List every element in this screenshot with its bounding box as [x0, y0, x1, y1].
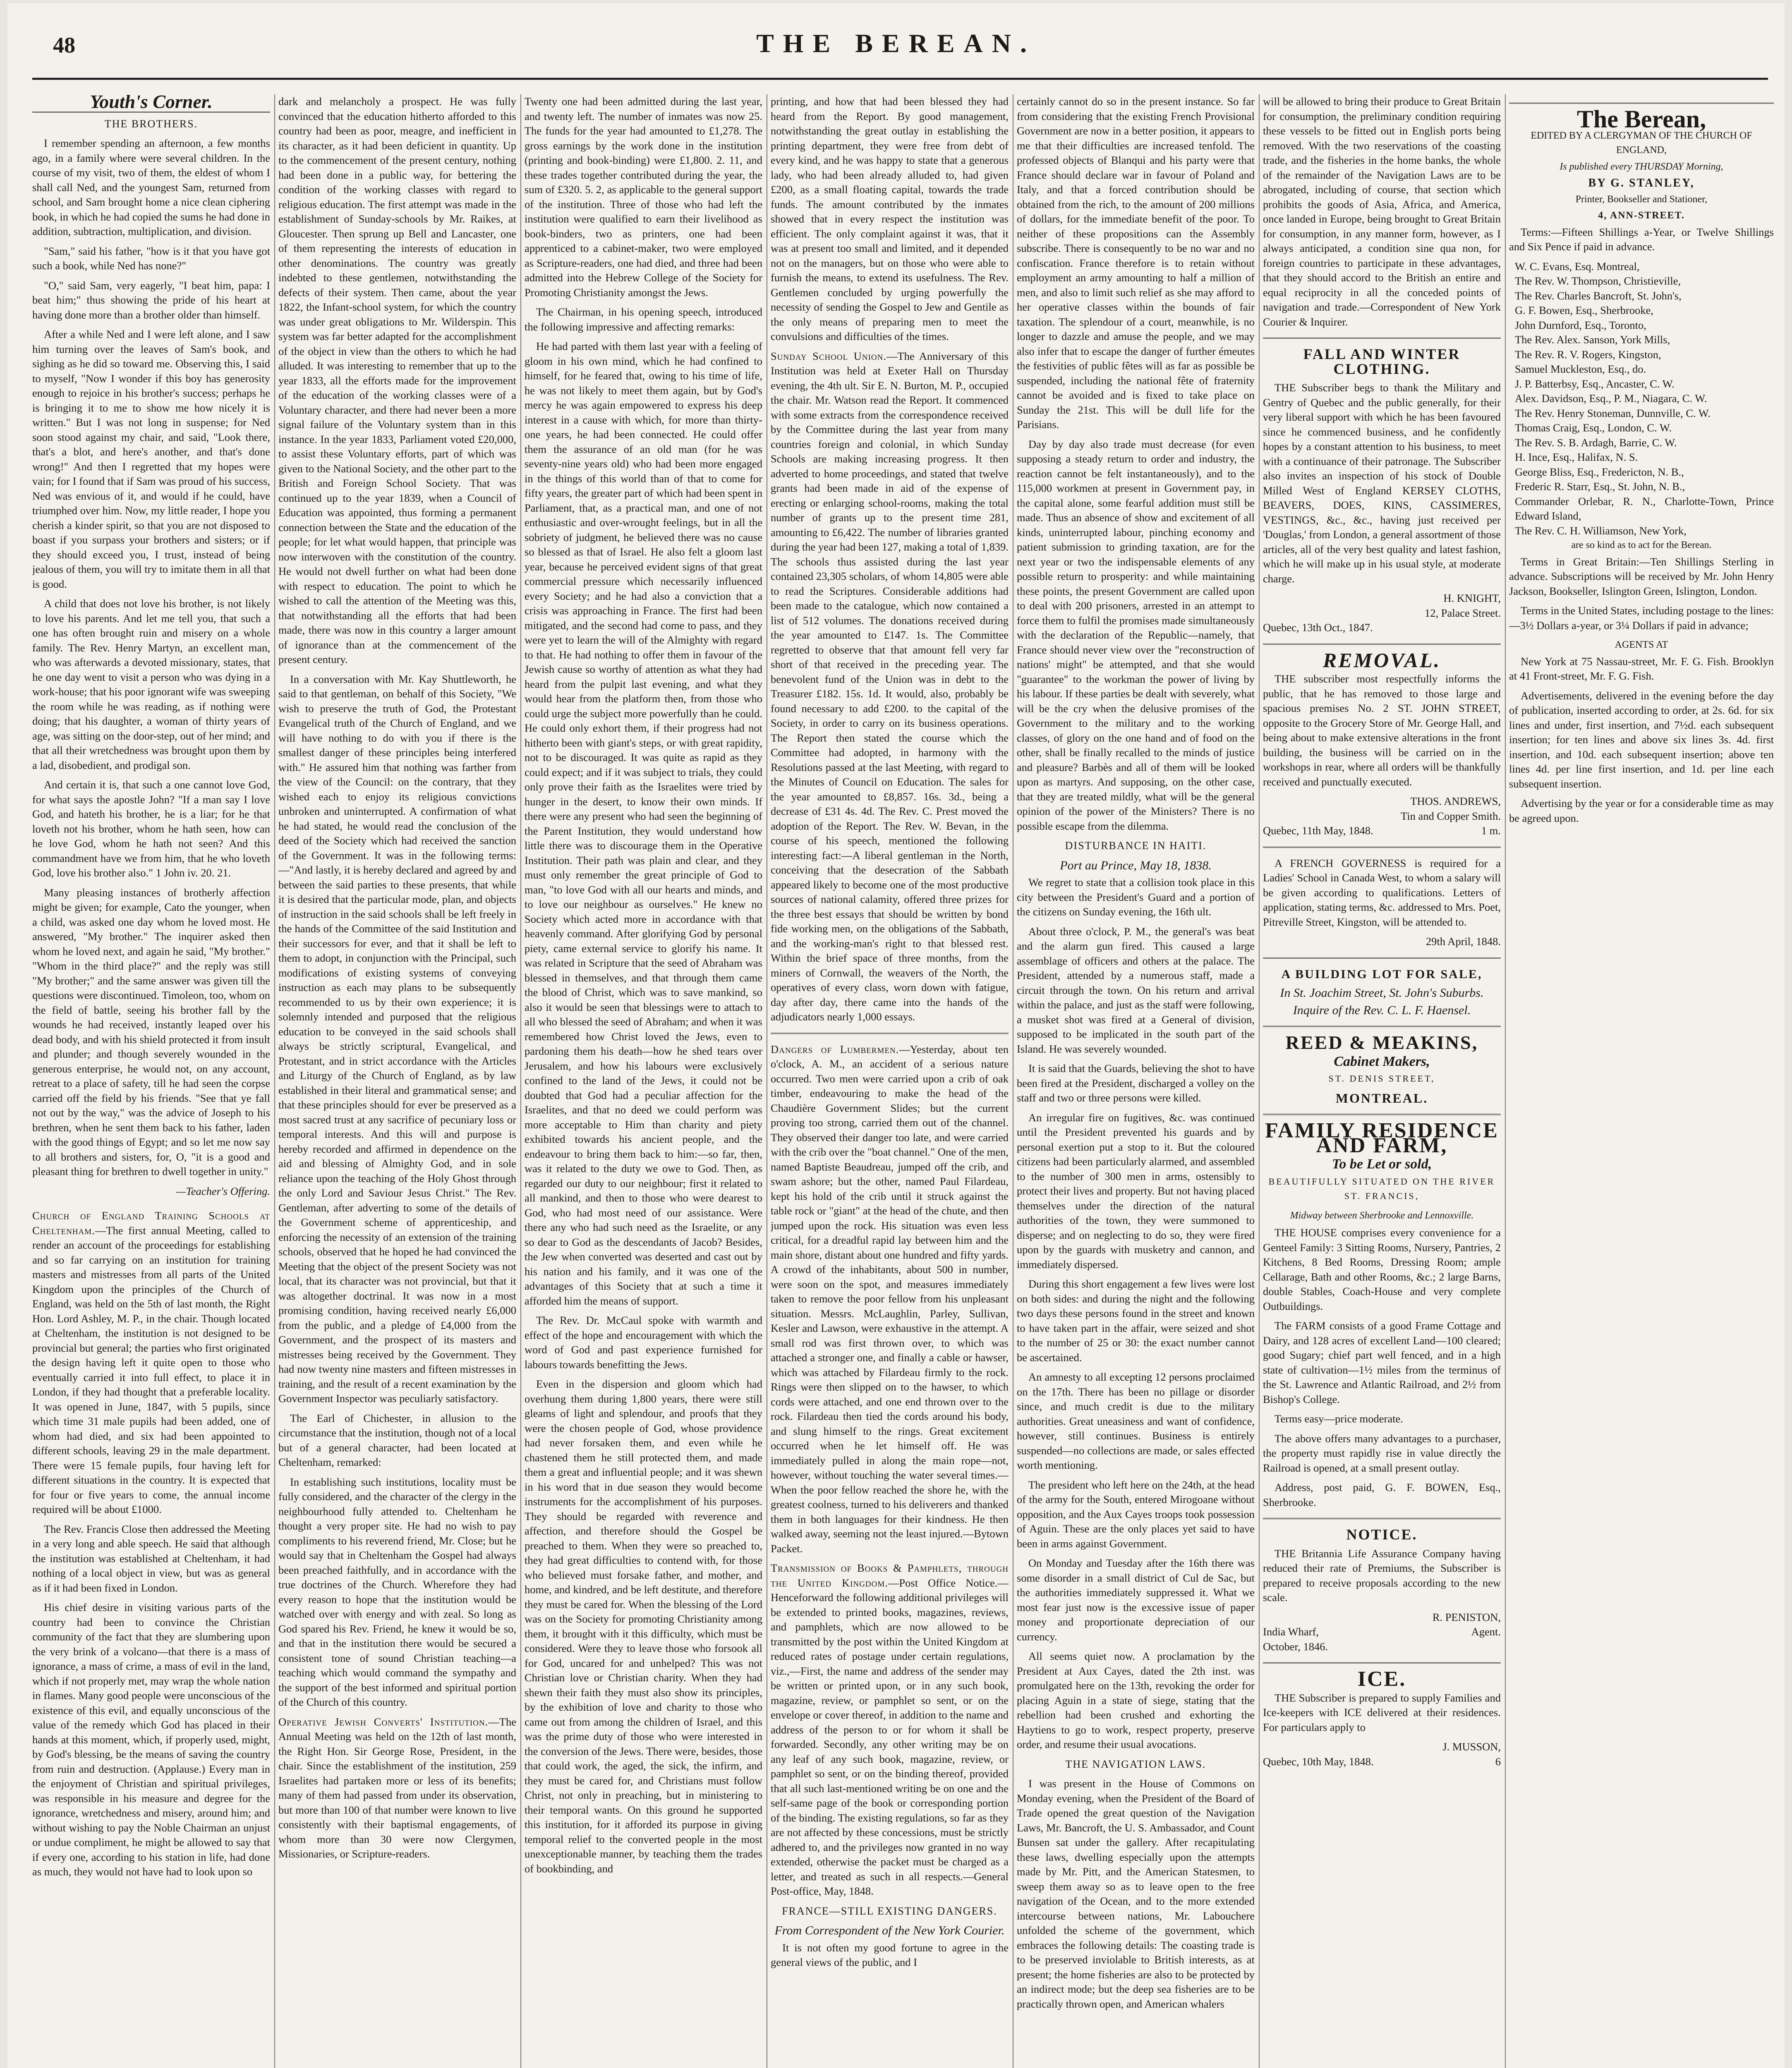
paragraph: All seems quiet now. A proclamation by the President at Aux Cayes, dated the 2th inst. was promulgated here on the 13th, revoking the order for placing Aguin in a state of siege, stating that the rebellion had been crushed and exhorting the Haytiens to go to work, respect property, preserve order, and resume their usual avocations. [1017, 1650, 1255, 1750]
imprint-edited: EDITED BY A CLERGYMAN OF THE CHURCH OF ENGLAND, [1531, 130, 1752, 156]
agent-item: The Rev. Charles Bancroft, St. John's, [1515, 289, 1682, 302]
agent-item: G. F. Bowen, Esq., Sherbrooke, [1515, 304, 1653, 316]
agent-list [1509, 259, 1774, 539]
paragraph: About three o'clock, P. M., the general's was beat and the alarm gun fired. This caused a large assemblage of officers and others at the palace. The President, attended by a numerous staff, made a circuit through the town. On his return and arrival within the palace, and just as the staff were following, a musket shot was fired at a General of division, supposed to be implicated in the south part of the Island. He was severely wounded. [1017, 925, 1255, 1055]
paragraph: A child that does not love his brother, is not likely to love his parents. And let me tell you, that such a one has often brought ruin and misery on a whole family. The Rev. Henry Martyn, an excellent man, who was afterwards a devoted missionary, states, that he one day went to visit a person who was dying in a work-house; that his poor ignorant wife was sweeping the room while he was reading, as if nothing were doing; that his daughter, a woman of thirty years of age, was sitting on the door-step, out of her mind; and that all their wretchedness was brought upon them by a lad, disobedient, and prodigal son. [32, 597, 270, 771]
paragraph: During this short engagement a few lives were lost on both sides: and during the night and the following two days these persons found in the street and known to have taken part in the affair, were seized and shot to the number of 25 or 30: the exact number cannot be ascertained. [1017, 1278, 1255, 1364]
advertisement-clothing [1263, 347, 1501, 635]
ad-text: In St. Joachim Street, St. John's Suburbs. [1280, 986, 1484, 1000]
agent-item: Frederic R. Starr, Esq., St. John, N. B., [1515, 480, 1685, 493]
advertisement-governess [1263, 856, 1501, 949]
ad-text: THE HOUSE comprises every convenience for a Genteel Family: 3 Sitting Rooms, Nursery, Pantries, 2 Kitchens, 8 Bed Rooms, Dressing Room; ample Cellarage, Bath and other Rooms, &c.; 2 large Barns, double Stables, Coach-House and very complete Outbuildings. [1263, 1226, 1501, 1312]
article-title: Church of England Training Schools at Cheltenham. [32, 1209, 270, 1237]
ad-signature: J. MUSSON, [1442, 1740, 1501, 1753]
paragraph: And certain it is, that such a one cannot love God, for what says the apostle John? "If a man say I love God, and hateth his brother, he is a liar; for he that loveth not his brother, whom he hath seen, how can he love God, whom he hath not seen? And this commandment have we from him, that he who loveth God, love his brother also." 1 John iv. 20. 21. [32, 778, 270, 879]
column-3 [525, 94, 762, 2068]
column-6 [1263, 94, 1501, 2068]
paragraph: An irregular fire on fugitives, &c. was continued until the President prevented his guards and by personal exertion put a stop to it. But the coloured citizens had been particularly alarmed, and assembled to the number of 300 men in arms, ostensibly to protect their lives and property. But not having placed themselves under the direction of the natural authorities of the town, they were summoned to disperse; and on neglecting to do so, they were fired upon by the guards with musketry and cannon, and immediately dispersed. [1017, 1111, 1255, 1271]
agent-item: W. C. Evans, Esq. Montreal, [1515, 260, 1640, 273]
article-paragraph [32, 1209, 270, 1517]
advertising-rates: Advertisements, delivered in the evening before the day of publication, inserted according to order, at 2s. 6d. for six lines and under, first insertion, and 7½d. each subsequent insertion; for ten lines and above six lines 3s. 4d. first insertion, and 10d. each subsequent insertion; above ten lines 4d. per line first insertion, and 1d. per line each subsequent insertion. [1509, 689, 1774, 790]
advertisement-notice [1263, 1527, 1501, 1654]
ad-date-line [1263, 1754, 1501, 1769]
ad-text: THE Subscriber begs to thank the Military and Gentry of Quebec and the public generally, for their very liberal support with which he has been favoured since he commenced business, and he confidently hopes by a constant attention to his business, to meet with a continuance of their patronage. The Subscriber also invites an inspection of his stock of Double Milled West of England KERSEY CLOTHS, BEAVERS, DOES, KINS, CASSIMERES, VESTINGS, &c., &c., having just received per 'Douglas,' from London, a general assortment of those articles, all of the very best quality and latest fashion, which he will make up in his usual style, at moderate charge. [1263, 381, 1501, 585]
advertisement-family-residence [1263, 1119, 1501, 1510]
newspaper-page [7, 3, 1785, 2068]
paragraph: Even in the dispersion and gloom which had overhung them during 1,800 years, there were still gleams of light and splendour, and proofs that they were the chosen people of God, whose providence had never forsaken them, and even while he chastened them he still protected them, and made them a great and influential people; and it was shewn in his word that in due season they would become instruments for the accomplishment of his purposes. They should be regarded with reverence and affection, and therefore should the Gospel be preached to them. When they were so preached to, they had great difficulties to contend with, for those who believed must forsake father, and mother, and home, and kindred, and be left destitute, and therefore they must be cared for. When the blessing of the Lord was on the Society for promoting Christianity among them, it brought with it this difficulty, which must be considered. Were they to leave those who forsook all for God, uncared for and unhelped? This was not Christian love or Christian charity. When they had shewn their faith they must also show its principles, by the exhibition of love and charity to those who came out from among the children of Israel, and this was the prime duty of those who were interested in the conversion of the Jews. There were, besides, those that could work, the aged, the sick, the infirm, and they must be cared for, and Christians must follow Christ, not only in preaching, but in ministering to their temporal wants. On this ground he supported this institution, for it afforded its purpose in giving temporal relief to the converted people in the most unexceptionable manner, by teaching them the trades of bookbinding, and [525, 1378, 762, 1875]
agents-at-heading: AGENTS AT [1615, 639, 1668, 650]
ad-inquire: Inquire of the Rev. C. L. F. Haensel. [1293, 1003, 1471, 1017]
ad-text: THE Britannia Life Assurance Company having reduced their rate of Premiums, the Subscriber is prepared to receive proposals according to the new scale. [1263, 1547, 1501, 1604]
terms-great-britain: Terms in Great Britain:—Ten Shillings Sterling in advance. Subscriptions will be received by Mr. John Henry Jackson, Bookseller, Islington Green, Islington, London. [1509, 555, 1774, 597]
ad-city: MONTREAL. [1335, 1090, 1428, 1106]
imprint-publisher: BY G. STANLEY, [1588, 177, 1695, 189]
ad-text: Terms easy—price moderate. [1275, 1412, 1403, 1425]
imprint-trade: Printer, Bookseller and Stationer, [1575, 194, 1708, 205]
ad-subheading: Cabinet Makers, [1334, 1053, 1430, 1069]
divider [1263, 1518, 1501, 1519]
paragraph: On Monday and Tuesday after the 16th there was some disorder in a small district of Cul de Sac, but the authorities immediately suppressed it. What we most fear just now is the excessive issue of paper money and proportionate depreciation of our currency. [1017, 1557, 1255, 1643]
column-2 [278, 94, 516, 2068]
agent-item: John Durnford, Esq., Toronto, [1515, 318, 1646, 331]
article-title: Sunday School Union. [771, 349, 886, 362]
paragraph: His chief desire in visiting various parts of the country had been to convince the Christian community of the fact that they are slumbering upon the very brink of a volcano—that there is a mass of ignorance, a mass of crime, a mass of evil in the land, which if not properly met, may wrap the whole nation in flames. Many good people were unconscious of the existence of this evil, and equally unconscious of the value of the remedy which God has placed in their hands at this moment, which, if properly used, might, by God's blessing, be the means of saving the country from ruin and destruction. (Applause.) Every man in the enjoyment of Christian and spiritual privileges, was responsible in his measure and degree for the ignorance, wretchedness and misery, around him; and without wishing to pay the Noble Chairman an unjust or undue compliment, he might be allowed to say that if every one, according to his station in life, had done as much, they would not have had to look upon so [32, 1601, 270, 1878]
ad-date: October, 1846. [1263, 1640, 1328, 1653]
article-paragraph [771, 349, 1009, 1024]
advertisement-removal [1263, 648, 1501, 838]
divider [1263, 847, 1501, 848]
paragraph: Day by day also trade must decrease (for even supposing a steady return to order and industry, the reaction cannot be felt instantaneously), and to the 115,000 workmen at present in Government pay, in the capital alone, some fearful addition must still be made. Thus an absence of show and excitement of all kinds, uninterrupted labour, pinching economy and patient submission to grinding taxation, are for the next year or two the indispensable elements of any possible return to prosperity: and while maintaining these points, the present Government are called upon to deal with 200 prisoners, arrested in an attempt to force them to fulfil the promises made simultaneously with the declaration of the Republic—namely, that France should never view over the "reconstruction of nations' might" be attempted, and that she would "guarantee" to the workman the power of living by his labour. If these parties be dealt with severely, what will be the cry when the delusive promises of the Government to the military and to the working classes, of glory on the one hand and of food on the other, shall be finally recalled to the minds of justice and pleasure? Barbès and all of them will be looked upon as martyrs. And supposing, on the other case, that they are treated mildly, what will be the general opinion of the power of the Ministers? There is no possible escape from the dilemma. [1017, 438, 1255, 832]
column-rule [274, 94, 275, 2068]
ad-trade: Tin and Copper Smith. [1401, 809, 1501, 822]
article-title: FRANCE—STILL EXISTING DANGERS. [782, 1905, 997, 1917]
agent-item: The Rev. Alex. Sanson, York Mills, [1515, 333, 1670, 346]
imprint-published: Is published every THURSDAY Morning, [1560, 161, 1723, 172]
ad-address: ST. DENIS STREET, [1328, 1073, 1435, 1084]
paragraph: I was present in the House of Commons on Monday evening, when the President of the Board of Trade opened the great question of the Navigation Laws, Mr. Bancroft, the U. S. Ambassador, and Count Bunsen sat under the gallery. After recapitulating these laws, dwelling especially upon the attempts made by Mr. Pitt, and the American Statesmen, to sweep them away so as to leave open to the free navigation of the Ocean, and to the more extended intercourse between nations, Mr. Labouchere unfolded the scheme of the government, which embraces the following details: The coasting trade is to be preserved inviolable to British interests, as at present; the home fisheries are also to be protected by an indirect mode; but the deep sea fisheries are to be practically thrown open, and American whalers [1017, 1777, 1255, 2010]
article-dateline: Port au Prince, May 18, 1838. [1060, 858, 1212, 872]
ad-text: Address, post paid, G. F. BOWEN, Esq., Sherbrooke. [1263, 1481, 1501, 1508]
ad-address-line [1263, 1625, 1501, 1640]
agents-note: are so kind as to act for the Berean. [1571, 540, 1712, 551]
agent-item: George Bliss, Esq., Fredericton, N. B., [1515, 465, 1684, 478]
agent-item: Samuel Muckleston, Esq., do. [1515, 363, 1646, 375]
agent-item: Alex. Davidson, Esq., P. M., Niagara, C. W. [1515, 392, 1707, 405]
ad-heading: REED & MEAKINS, [1285, 1032, 1478, 1053]
ad-role: Agent. [1471, 1625, 1501, 1638]
paragraph: dark and melancholy a prospect. He was fully convinced that the education hitherto afforded to this country had been as poor, meagre, and inefficient in its character, as it had been deficient in quantity. Up to the commencement of the present century, nothing had been done in a public way, for bettering the condition of the working classes with regard to religious education. The first attempt was made in the establishment of Sunday-schools by Mr. Raikes, at Gloucester. Then sprung up Bell and Lancaster, one of them representing the interests of education in other denominations. The country was greatly indebted to these gentlemen, notwithstanding the defects of their system. Then came, about the year 1822, the Infant-school system, for which the country was under great obligations to Mr. Wilderspin. This system was far better adapted for the accomplishment of the object in view than the others to which he had alluded. It was interesting to remember that up to the year 1833, all the efforts made for the improvement of the education of the working classes were of a Voluntary character, and there had never been a more signal failure of the Voluntary system than in this instance. In the year 1833, Parliament voted £20,000, to assist these Voluntary efforts, part of which was given to the National Society, and the other part to the British and Foreign School Society. That was continued up to the year 1839, when a Council of Education was appointed, thus forming a permanent connection between the State and the education of the people; for let what would happen, that principle was now interwoven with the constitution of the country. He would not dwell further on what had been done with respect to education. The point to which he wished to call the attention of the Meeting was this, that notwithstanding all the efforts that had been made, there was now in this country a larger amount of ignorance than at the commencement of the present century. [278, 95, 516, 665]
paragraph: It is not often my good fortune to agree in the general views of the public, and I [771, 1941, 1009, 1968]
ad-date [1263, 823, 1501, 838]
ad-text: A FRENCH GOVERNESS is required for a Ladies' School in Canada West, to whom a salary will be given according to qualifications. Letters of application, stating terms, &c. addressed to Mrs. Poet, Pitreville Street, Kingston, will be attended to. [1263, 857, 1501, 928]
column-4 [771, 94, 1009, 2068]
ad-heading: REMOVAL. [1322, 648, 1441, 672]
ad-address: India Wharf, [1263, 1625, 1319, 1638]
article-text: —The Annual Meeting was held on the 12th of last month, the Right Hon. Sir George Rose, President, in the chair. Since the establishment of the institution, 259 Israelites had partaken more or less of its benefits; many of them had passed from under its observation, but more than 100 of that number were known to live consistently with their baptismal engagements, of whom more than 30 were now Clergymen, Missionaries, or Scripture-readers. [278, 1715, 516, 1860]
paragraph: Twenty one had been admitted during the last year, and twenty left. The number of inmates was now 25. The funds for the year had amounted to £1,278. The gross earnings by the work done in the institution (printing and book-binding) were £1,800. 2. 11, and these trades together contributed during the year, the sum of £320. 5. 2, as applicable to the general support of the institution. Three of those who had left the institution were qualified to earn their livelihood as book-binders, two as printers, one had been apprenticed to a cabinet-maker, two were employed as Scripture-readers, one had died, and three had been admitted into the Hebrew College of the Society for Promoting Christianity amongst the Jews. [525, 95, 762, 299]
agent-item: The Rev. W. Thompson, Christieville, [1515, 275, 1681, 287]
ad-text: The above offers many advantages to a purchaser, the property must rapidly rise in value directly the Railroad is opened, at a small present outlay. [1263, 1432, 1501, 1474]
paragraph: "Sam," said his father, "how is it that you have got such a book, while Ned has none?" [32, 244, 270, 272]
article-title: Dangers of Lumbermen. [771, 1043, 899, 1056]
agent-item: Commander Orlebar, R. N., Charlotte-Town, Prince Edward Island, [1515, 495, 1774, 522]
article-text: —The first annual Meeting, called to render an account of the proceedings for establishing and so far carrying on an institution for training masters and mistresses from all parts of the United Kingdom upon the principles of the Church of England, was held on the 5th of last month, the Right Hon. Lord Ashley, M. P., in the chair. Though located at Cheltenham, the institution is not designed to be provincial but general; the parties who first originated the design having left it quite open to those who eventually carried it into full effect, to place it in London, if they had thought that a preferable locality. It was opened in June, 1847, with 5 pupils, since which time 31 male pupils had been added, one of whom had died, and six had been appointed to different schools, leaving 29 in the male department. There were 15 female pupils, four having left for different situations in the country. It is expected that for four or five years to come, the annual income required will be about £1000. [32, 1224, 270, 1515]
ad-heading: A BUILDING LOT FOR SALE, [1281, 967, 1483, 981]
column-1 [32, 94, 270, 2068]
agent-item: J. P. Batterbsy, Esq., Ancaster, C. W. [1515, 377, 1675, 390]
ad-date-text: Quebec, 11th May, 1848. [1263, 824, 1373, 837]
paragraph: I remember spending an afternoon, a few months ago, in a family where were several children. In the course of my visit, two of them, the eldest of whom I shall call Ned, and the youngest Sam, returned from school, and Sam brought home a nice clean ciphering book, in which he had copied the sums he had done in addition, subtraction, multiplication, and division. [32, 137, 270, 237]
agent-item: The Rev. S. B. Ardagh, Barrie, C. W. [1515, 436, 1677, 449]
newspaper-title: THE BEREAN. [756, 29, 1036, 58]
agents-new-york: New York at 75 Nassau-street, Mr. F. G. Fish. Brooklyn at 41 Front-street, Mr. F. G. Fish. [1509, 655, 1774, 682]
ad-heading: FALL AND WINTER CLOTHING. [1303, 346, 1461, 377]
paragraph: The Chairman, in his opening speech, introduced the following impressive and affecting remarks: [525, 306, 762, 333]
ad-text: THE subscriber most respectfully informs the public, that he has removed to those large and spacious premises No. 2 ST. JOHN STREET, opposite to the Grocery Store of Mr. George Hall, and being about to make extensive alterations in the front building, the business will be carried on in the workshops in rear, where all orders will be thankfully received and punctually executed. [1263, 673, 1501, 788]
advertisement-ice [1263, 1667, 1501, 1769]
terms-united-states: Terms in the United States, including postage to the lines:—3½ Dollars a-year, or 3¼ Dollars if paid in advance; [1509, 604, 1774, 632]
ad-text: THE Subscriber is prepared to supply Families and Ice-keepers with ICE delivered at their residences. For particulars apply to [1263, 1691, 1501, 1733]
paragraph: In a conversation with Mr. Kay Shuttleworth, he said to that gentleman, on behalf of this Society, "We wish to preserve the truth of God, the Protestant Evangelical truth of the Church of England, and we will have nothing to do with you if there is the smallest danger of these principles being interfered with." He assured him that nothing was farther from the view of the Council: on the contrary, that they wished each to enjoy its religious convictions unbroken and uninterrupted. A confirmation of what he had stated, he would read the conclusion of the deed of the Society which had received the sanction of the Government. It was in the following terms:—"And lastly, it is hereby declared and agreed by and between the said parties to these presents, that while it is desired that the particular mode, plan, and objects of instruction in the said schools shall be left freely in the hands of the Committee of the said Institution and their successors for ever, and that it shall be left to them to adopt, in conjunction with the Principal, such modifications of existing systems of conveying instruction as each may plans to be subsequently recommended to us by their own experience; it is solemnly intended and purposed that the religious education to be conveyed in the said schools shall always be strictly scriptural, Evangelical, and Protestant, and in strict accordance with the Articles and Liturgy of the Church of England, as by law established in their literal and grammatical sense; and that these principles should for ever be preserved as a most sacred trust at any sacrifice of pecuniary loss or temporal interests. And this will and purpose is hereby recorded and affirmed in dependence on the aid and blessing of Almighty God, and in sole reliance upon the teaching of the Holy Ghost through the only Lord and Saviour Jesus Christ." The Rev. Gentleman, after adverting to some of the details of the Government scheme of apprenticeship, and enforcing the necessity of an extension of the training schools, observed that he hoped he had convinced the Meeting that the object of the present Society was not local, that its character was not provincial, but that it was altogether doctrinal. It was now in a most promising condition, having received nearly £6,000 from the public, and a pledge of £4,000 from the Government, and the prospect of its masters and mistresses being received by the Government. They had now twenty nine masters and fifteen mistresses in training, and the result of a recent examination by the Government Inspector was peculiarly satisfactory. [278, 673, 516, 1405]
agent-item: The Rev. C. H. Williamson, New York, [1515, 524, 1687, 537]
column-rule [1259, 94, 1260, 2068]
imprint-address: 4, ANN-STREET. [1598, 210, 1685, 221]
agent-item: H. Ince, Esq., Halifax, N. S. [1515, 451, 1638, 463]
page-number: 48 [53, 33, 75, 57]
article-source: From Correspondent of the New York Courier. [774, 1924, 1005, 1937]
paragraph: "O," said Sam, very eagerly, "I beat him, papa: I beat him;" thus showing the pride of his heart at having done more than a brother older than himself. [32, 279, 270, 321]
ad-heading: FAMILY RESIDENCE AND FARM, [1265, 1119, 1499, 1157]
divider [1263, 1662, 1501, 1663]
article-title: Transmission of Books & Pamphlets, through the United Kingdom. [771, 1562, 1009, 1589]
ad-subheading: To be Let or sold, [1332, 1156, 1432, 1172]
article-text: —Yesterday, about ten o'clock, A. M., an accident of a serious nature occurred. Two men were carried upon a crib of oak timber, endeavouring to make the head of the Chaudière Government Slides; but the current proving too strong, carried them out of the channel. They observed their danger too late, and were carried with the crib over the "boat channel." One of the men, named Baptiste Beaudreau, jumped off the crib, and swam ashore; but the other, named Paul Filardeau, kept his hold of the crib until it struck against the table rock or "giant" at the head of the chute, and then jumped upon the rock. His situation was even less critical, for a dreadful rapid lay between him and the main shore, distant about one hundred and fifty yards. A crowd of the inhabitants, about 500 in number, were soon on the spot, and measures immediately taken to remove the poor fellow from his unpleasant situation. Messrs. McLaughlin, Parley, Sullivan, Kesler and Lawson, were exhaustive in the attempt. A small rod was first thrown over, to which was attached a stronger one, and finally a cable or hawser, which was attached by Filardeau firmly to the rock. Rings were then slipped on to the hawser, to which cords were attached, and one end thrown over to the rock. Filardeau then tied the cords around his body, and slung himself to the rings. Great excitement occurred when he let himself off. He was immediately pulled in along the main rope—not, however, without touching the water several times.—When the poor fellow reached the shore he, with the greatest coolness, turned to his deliverers and thanked them in both languages for their kindness. He then walked away, seeming not the least injured.—Bytown Packet. [771, 1043, 1009, 1555]
section-heading: Youth's Corner. [32, 94, 270, 112]
divider [771, 1033, 1009, 1034]
ad-text: The FARM consists of a good Frame Cottage and Dairy, and 128 acres of excellent Land—100 cleared; good Sugary; chief part well fenced, and in a high state of cultivation—1½ miles from the terminus of the St. Lawrence and Atlantic Railroad, and 2½ from Bishop's College. [1263, 1319, 1501, 1405]
paragraph: The Earl of Chichester, in allusion to the circumstance that the institution, though not of a local but of a general character, had been located at Cheltenham, remarked: [278, 1412, 516, 1468]
article-paragraph [771, 1561, 1009, 1899]
paragraph: The Rev. Dr. McCaul spoke with warmth and effect of the hope and encouragement with which the word of God and past experience furnished for labours towards benefitting the Jews. [525, 1314, 762, 1371]
ad-date: Quebec, 13th Oct., 1847. [1263, 621, 1373, 634]
article-paragraph [771, 1042, 1009, 1556]
paragraph: certainly cannot do so in the present instance. So far from considering that the existing French Provisional Government are now in a better position, it appears to me that their difficulties are increased tenfold. The professed objects of Blanqui and his party were that France should declare war in favour of Poland and Italy, and that a forced contribution should be obtained from the rich, to the amount of 200 millions of dollars, for the immediate benefit of the poor. To neither of these propositions can the Assembly subscribe. There is consequently to be no war and no confiscation. France therefore is to retain without employment an army amounting to half a million of men, and also to limit such relief as she may afford to her operative classes within the bounds of fair taxation. The splendour of a court, meanwhile, is no longer to dazzle and amuse the people, and we may also infer that to escape the danger of further émeutes the festivities of public fêtes will as far as possible be suspended, including the national fête of fraternity cannot be avoided and is fixed to take place on Sunday the 21st. This will be dull life for the Parisians. [1017, 95, 1255, 431]
imprint-terms: Terms:—Fifteen Shillings a-Year, or Twelve Shillings and Six Pence if paid in advance. [1509, 225, 1774, 253]
article-title: Operative Jewish Converts' Institution. [278, 1715, 489, 1728]
article-title: DISTURBANCE IN HAITI. [1065, 840, 1207, 852]
ad-location: BEAUTIFULLY SITUATED ON THE RIVER ST. FRANCIS, [1268, 1176, 1495, 1201]
ad-date: Quebec, 10th May, 1848. [1263, 1755, 1374, 1768]
divider [1263, 1026, 1501, 1027]
ad-run: 6 [1495, 1755, 1501, 1768]
divider [1263, 644, 1501, 645]
agent-item: The Rev. Henry Stoneman, Dunnville, C. W. [1515, 407, 1711, 419]
masthead-rule [32, 78, 1768, 80]
paragraph: Many pleasing instances of brotherly affection might be given; for example, Cato the younger, when a child, was asked one day whom he loved most. He answered, "My brother." The inquirer asked then whom he loved next, and again he said, "My brother." "Whom in the third place?" and the reply was still "My brother;" and the same answer was given till the questions were discontinued. Timoleon, too, whom on the field of battle, seeing his brother fall by the wounds he had received, instantly leaped over his dead body, and with his shield protected it from insult and plunder; and though severely wounded in the generous enterprise, he would not, on any account, retreat to a place of safety, till he had seen the corpse carried off the field by his friends. "See that ye fall not out by the way," was the advice of Joseph to his brethren, when he sent them back to his father, laden with the good things of Egypt; and so let me now say to all brothers and sisters, for, O, "it is a good and pleasant thing for brethren to dwell together in unity." [32, 886, 270, 1178]
article-text: —Post Office Notice.—Henceforward the following additional privileges will be extended to printed books, magazines, reviews, and pamphlets, which are now allowed to be transmitted by the post within the United Kingdom at reduced rates of postage under certain regulations, viz.,—First, the name and address of the sender may be written or printed upon, or in any such book, magazine, review, or pamphlet so sent, or on the envelope or cover thereof, in addition to the name and address of the person to or for whom it shall be forwarded. Secondly, any other writing may be on any leaf of any such book, magazine, review, or pamphlet so sent, or on the binding thereof, provided that all such last-mentioned writing be on one and the self-same page of the book or corresponding portion of the binding. The existing regulations, so far as they are not affected by these concessions, must be strictly adhered to, and the privileges now granted in no way extended, otherwise the packet must be charged as a letter, and treated as such in all respects.—General Post-office, May, 1848. [771, 1576, 1009, 1897]
column-rule [1505, 94, 1506, 2068]
ad-address: 12, Palace Street. [1425, 606, 1501, 619]
column-7 [1509, 94, 1774, 2068]
advertising-year: Advertising by the year or for a considerable time as may be agreed upon. [1509, 797, 1774, 824]
paragraph: will be allowed to bring their produce to Great Britain for consumption, the preliminary condition requiring these vessels to be fitted out in English ports being removed. With the two reservations of the coasting trade, and the fisheries in the home banks, the whole of the remainder of the Navigation Laws are to be abrogated, including of course, that section which prohibits the goods of Asia, Africa, and America, once landed in Europe, being brought to Great Britain for consumption, in any manner form, however, as I always anticipated, a condition sine qua non, for foreign countries to participate in these advantages, that they should accord to the British an entire and equal reciprocity in all the conceded points of navigation and trade.—Correspondent of New York Courier & Inquirer. [1263, 95, 1501, 328]
masthead [7, 20, 1785, 82]
story-source: —Teacher's Offering. [176, 1185, 270, 1197]
ad-signature: THOS. ANDREWS, [1410, 795, 1501, 807]
column-rule [520, 94, 521, 2068]
paragraph: He had parted with them last year with a feeling of gloom in his own mind, which he had confined to himself, for he feared that, owing to his time of life, he was not likely to meet them again, but by God's mercy he was again empowered to express his deep interest in a cause with which, for more than thirty-one years, he had been connected. He could offer them the assurance of an old man (for he was seventy-nine years old) who had been more engaged in the things of this world than of that to come for fifty years, the greater part of which had been spent in Parliament, that, as a practical man, and one of not enthusiastic and over-wrought feelings, but in all the sobriety of judgment, he believed there was no cause so blessed as that of Israel. He also felt a gloom last year, because he perceived evident signs of that great commercial pressure which necessarily influenced every Society; and he had also a conviction that a crisis was approaching in France. The first had been mitigated, and the second had come to pass, and they were yet to learn the will of the Almighty with regard to that. He had nothing to offer them in favour of the Jewish cause so worthy of attention as what they had heard from the pulpit last evening, and what they would hear from the platform then, from those who could urge the subject more powerfully than he could. He could only exhort them, if their progress had not hitherto been with giant's steps, or with great rapidity, not to be discouraged. It was quite as rapid as they could expect; and if it was subject to trials, they could only prove their faith as the Israelites were tried by hunger in the desert, to know their own minds. If there were any present who had seen the beginning of the Parent Institution, they would understand how little there was to discourage them in the Operative Institution. Their path was plain and clear, and they must only remember the great principle of God to man, "to love God with all our hearts and minds, and to love our neighbour as ourselves." He knew no Society which acted more in accordance with that heavenly command. After glorifying God by personal piety, came external service to glorify his name. It was related in Scripture that the seed of Abraham was blessed in themselves, and that through them came the blood of Christ, which was to save mankind, so also it would be seen that blessings were to attach to all who blessed the seed of Abraham; and when it was remembered how Christ loved the Jews, even to pardoning them his death—how he shed tears over Jerusalem, and how his labours were exclusively confined to the land of the Jews, it could not be doubted that God had a peculiar affection for the Israelites, and that no deed we could perform was more acceptable to Him than charity and piety exhibited towards his ancient people, and the endeavour to bring them back to him:—so far, then, was it related to the duty we owe to God. Then, as regarded our duty to our neighbour; first it related to all mankind, and then to those who were dearest to God, who had most need of our assistance. Were there any who had such need as the Israelite, or any so dear to God as the descendants of Jacob? Besides, the Jew when converted was deserted and cast out by his nation and his family, and it was one of the advantages of this Society that at such a time it afforded him the means of support. [525, 340, 762, 1307]
paragraph: An amnesty to all excepting 12 persons proclaimed on the 17th. There has been no pillage or disorder since, and much credit is due to the military authorities. Great uneasiness and want of confidence, however, still continues. Business is entirely suspended—no collections are made, or sales effected worth mentioning. [1017, 1371, 1255, 1471]
article-paragraph [278, 1715, 516, 1862]
ad-run: 1 m. [1481, 824, 1501, 837]
ad-heading: NOTICE. [1346, 1526, 1418, 1543]
agent-item: The Rev. R. V. Rogers, Kingston, [1515, 348, 1661, 361]
story-title: THE BROTHERS. [104, 117, 198, 130]
ad-signature: R. PENISTON, [1432, 1611, 1501, 1623]
divider [1509, 103, 1774, 104]
paragraph: We regret to state that a collision took place in this city between the President's Guard and a portion of the citizens on Sunday evening, the 16th ult. [1017, 876, 1255, 918]
paragraph: In establishing such institutions, locality must be fully considered, and the character of the clergy in the neighbourhood fully attended to. Cheltenham he thought a very proper site. He had no wish to pay compliments to his reverend friend, Mr. Close; but he would say that in Cheltenham the Gospel had always been preached faithfully, and in accordance with the true doctrines of the Church. Wherefore they had every reason to hope that the institution would be watched over with energy and with zeal. So long as God spared his Rev. Friend, he knew it would be so, and that in the institution there would be secured a consistent tone of sound Christian teaching—a teaching which would command the sympathy and the support of the best informed and spiritual portion of the Church of this country. [278, 1475, 516, 1708]
divider [1263, 957, 1501, 959]
divider [1263, 1114, 1501, 1115]
agent-item: Thomas Craig, Esq., London, C. W. [1515, 421, 1672, 434]
article-text: —The Anniversary of this Institution was held at Exeter Hall on Thursday evening, the 4th ult. Sir E. N. Burton, M. P., occupied the chair. Mr. Watson read the Report. It commenced with some extracts from the correspondence received by the Committee during the last year from many countries foreign and colonial, in which Sunday Schools are making increasing progress. It then adverted to home proceedings, and stated that twelve grants had been made in aid of the expense of erecting or enlarging school-rooms, making the total number of grants up to the present time 281, amounting to £6,422. The number of libraries granted during the year had been 127, making a total of 1,839. The schools thus assisted during the last year contained 23,305 scholars, of whom 14,805 were able to read the Scriptures. Considerable additions had been made to the catalogue, which now contained a list of 512 volumes. The donations received during the year amounted to £147. 1s. The Committee regretted to observe that that amount fell very far short of that received in the preceding year. The benevolent fund of the Union was in debt to the Treasurer £182. 15s. 1d. It would, also, probably be found necessary to add £200. to the capital of the Society, in order to carry on its business operations. The Report then stated the course which the Committee had adopted, in harmony with the Resolutions passed at the last Meeting, with regard to the Minutes of Council on Education. The sales for the year amounted to £8,857. 16s. 3d., being a decrease of £31 4s. 4d. The Rev. C. Prest moved the adoption of the Report. The Rev. W. Bevan, in the course of his speech, mentioned the following interesting fact:—A liberal gentleman in the North, conceiving that the desecration of the Sabbath appeared likely to become one of the most productive sources of national calamity, offered three prizes for the three best essays that should be written by bond fide working men, on the obligations of the Sabbath, and the working-man's right to that blessed rest. Within the brief space of three months, from the miners of Cornwall, the weavers of the North, the operatives of every class, worn down with fatigue, day after day, there came into the hands of the adjudicators nearly 1,000 essays. [771, 349, 1009, 1023]
advertisement-building-lot [1263, 967, 1501, 1018]
paragraph: After a while Ned and I were left alone, and I saw him turning over the leaves of Sam's book, and sighing as he did so toward me. Observing this, I said to myself, "Now I wonder if this boy has generosity enough to rejoice in his brother's success; perhaps he is bringing it to me to show me how nicely it is written." But I was not long in suspense; for Ned soon stood against my chair, and said, "Look there, that's a blot, and here's another, and that's done wrong!" And then I regretted that my hopes were vain; for I found that if Sam was proud of his success, Ned was envious of it, and would if he could, have triumphed over him. Now, my little reader, I hope you cherish a kinder spirit, so that you are not disposed to boast if you surpass your brothers and sisters; or if they should exceed you, I trust, instead of being jealous of them, you will try to imitate them in all that is good. [32, 328, 270, 590]
ad-location-detail: Midway between Sherbrooke and Lennoxville. [1290, 1210, 1474, 1221]
paragraph: The Rev. Francis Close then addressed the Meeting in a very long and able speech. He said that although the institution was established at Cheltenham, it had nothing of a local object in view, but was as general as if it had been fixed in London. [32, 1522, 270, 1594]
paragraph: printing, and how that had been blessed they had heard from the Report. By good management, notwithstanding the great outlay in establishing the printing department, they were free from debt of every kind, and he was happy to state that a generous lady, who had been already alluded to, had given £200, as a small floating capital, towards the trade funds. The amount contributed by the inmates showed that in every respect the institution was efficient. The only complaint against it was, that it was at present too small and limited, and it depended not on the managers, but on those who were able to furnish the means, to extend its usefulness. The Rev. Gentlemen concluded by urging powerfully the necessity of sending the Gospel to Jew and Gentile as the only means of preparing men to meet the convulsions and difficulties of the times. [771, 95, 1009, 342]
column-5 [1017, 94, 1255, 2068]
divider [1263, 337, 1501, 339]
article-title: THE NAVIGATION LAWS. [1065, 1758, 1206, 1770]
paragraph: It is said that the Guards, believing the shot to have been fired at the President, discharged a volley on the staff and two or three persons were killed. [1017, 1062, 1255, 1104]
advertisement-reed-meakins [1263, 1032, 1501, 1106]
ad-signature: H. KNIGHT, [1443, 592, 1501, 604]
paragraph: The president who left here on the 24th, at the head of the army for the South, entered Mirogoane without opposition, and the Aux Cayes troops took possession of Aguin. These are the only places yet said to have been in arms against Government. [1017, 1478, 1255, 1550]
ad-heading: ICE. [1357, 1667, 1406, 1691]
ad-date: 29th April, 1848. [1425, 935, 1501, 948]
berean-imprint-title: The Berean, [1576, 105, 1706, 133]
